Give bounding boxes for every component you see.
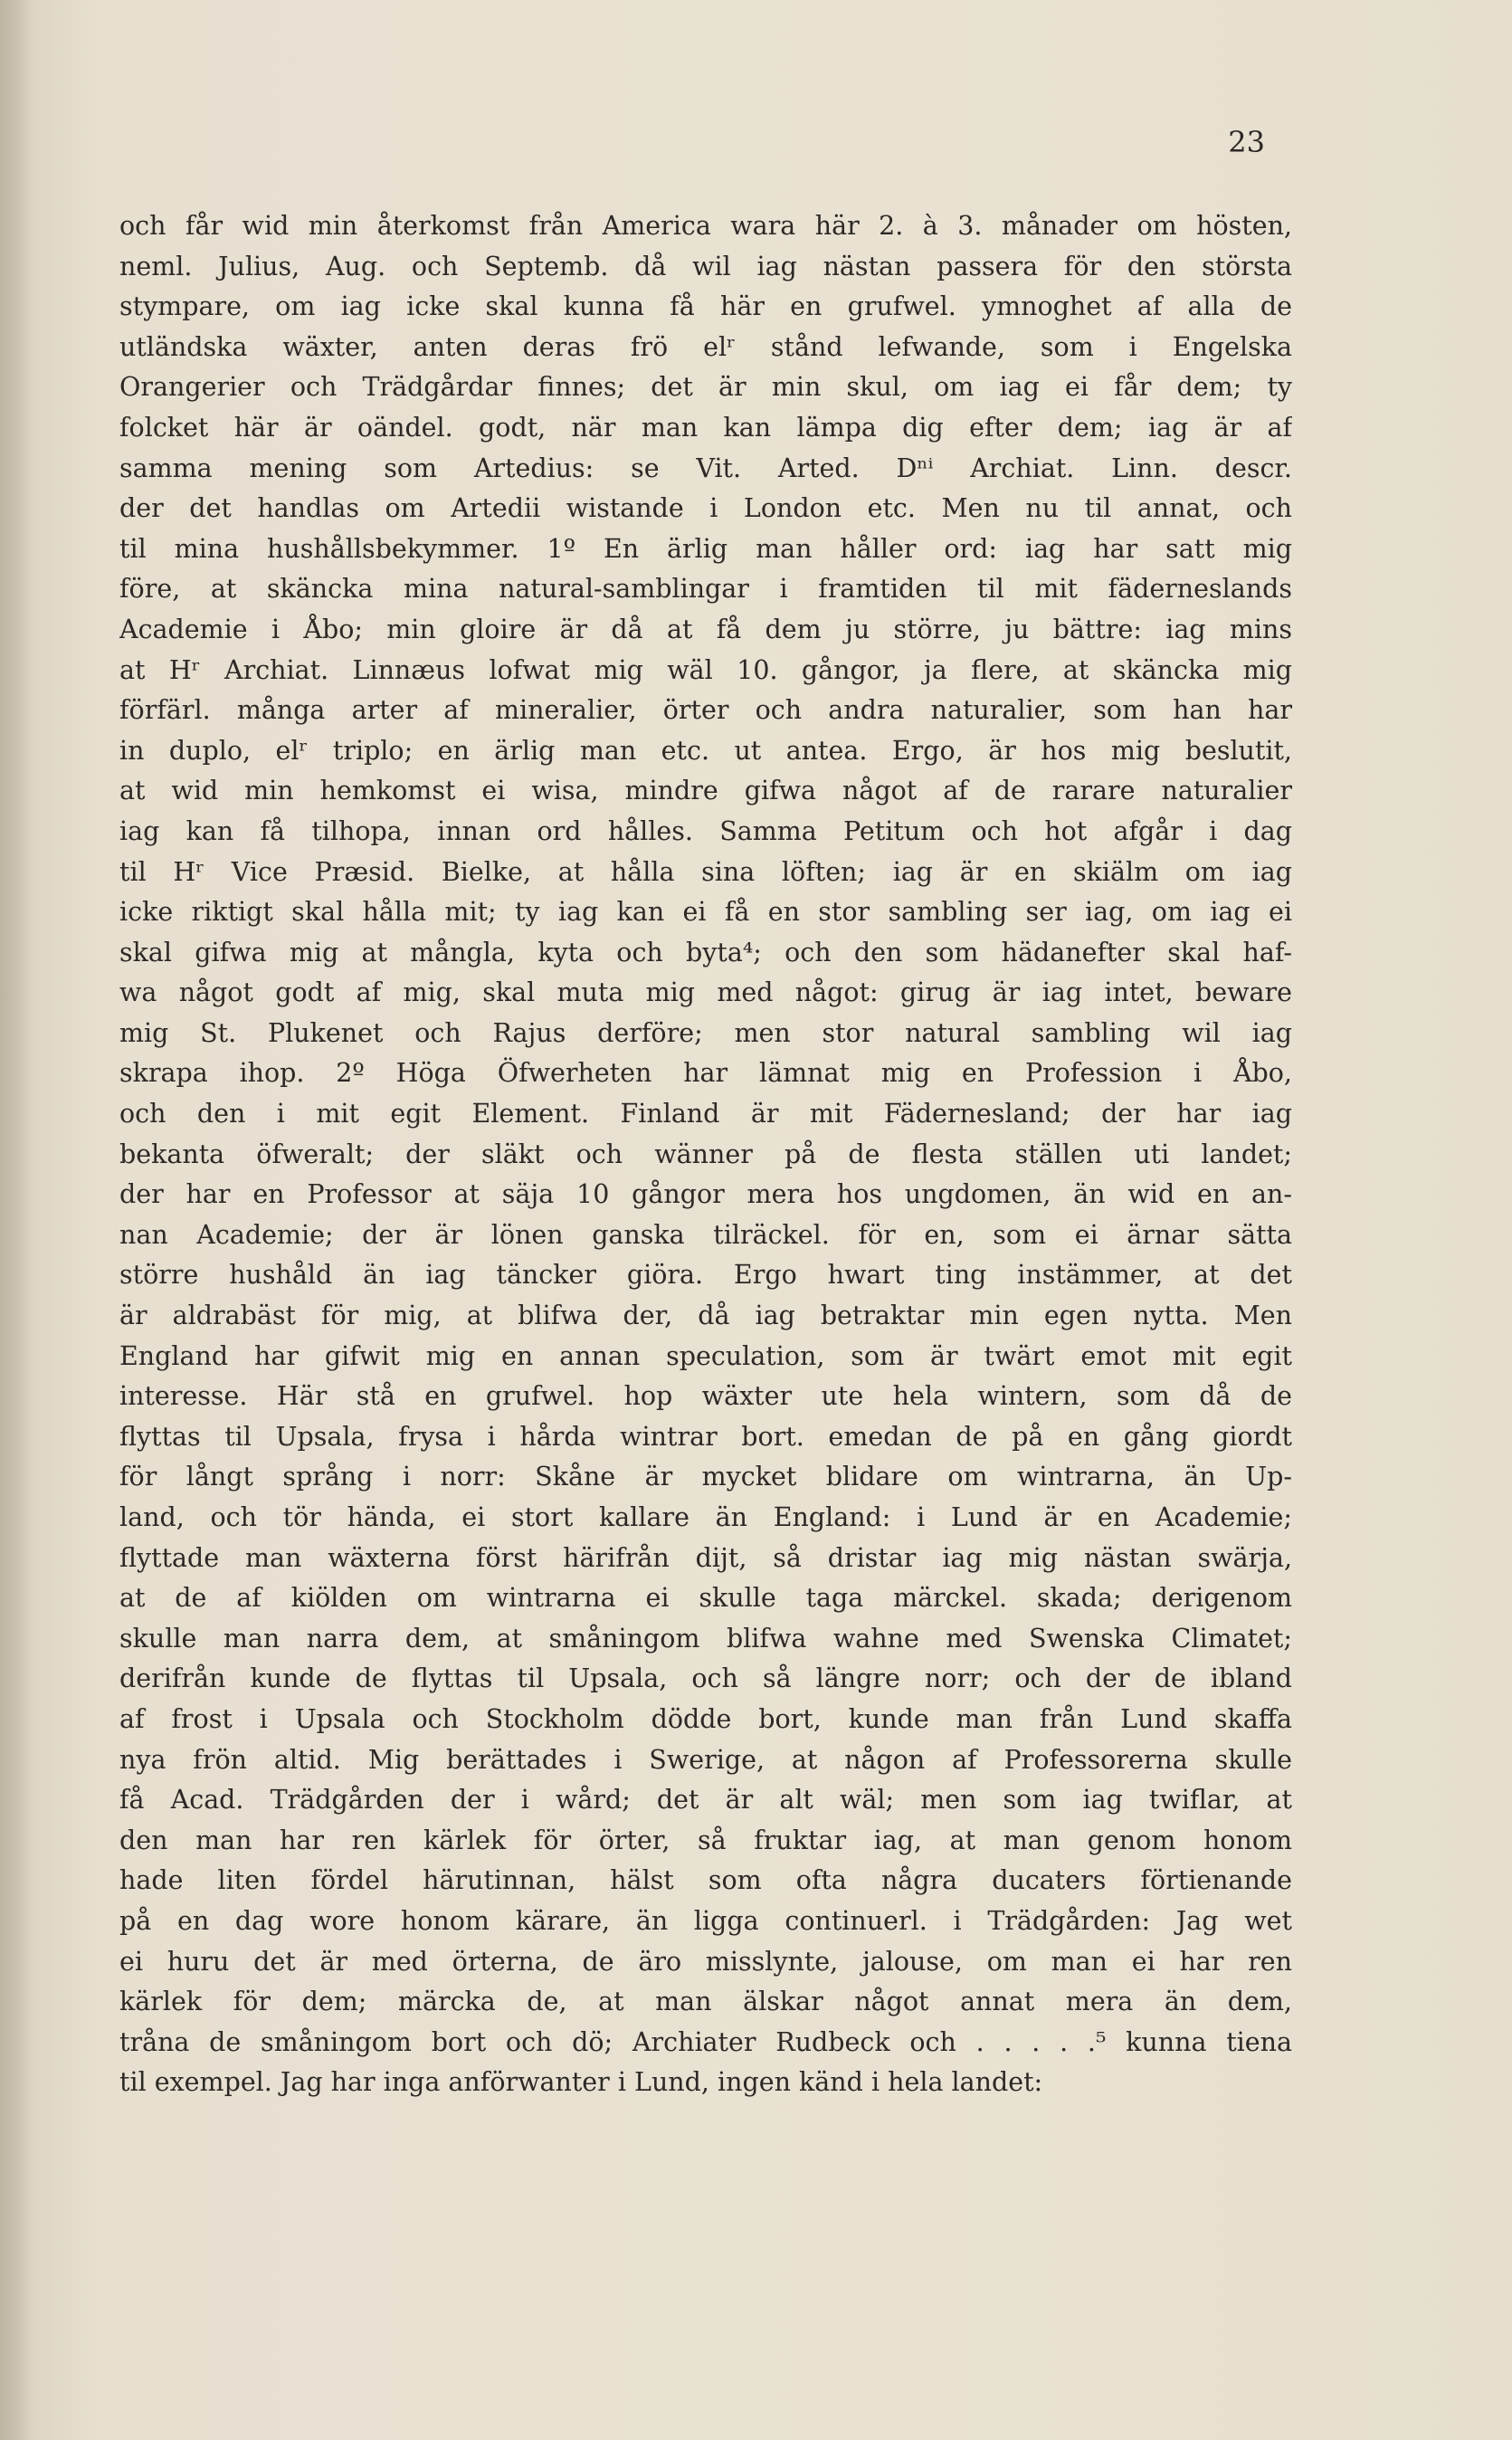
- text-line: flyttas til Upsala, frysa i hårda wintrar bort. emedan de på en gång giordt: [119, 1421, 1292, 1452]
- page-number: 23: [1228, 125, 1265, 159]
- text-line: land, och tör hända, ei stort kallare än England: i Lund är en Academie;: [119, 1502, 1292, 1532]
- text-line: nya frön altid. Mig berättades i Swerige, at någon af Professorerna skulle: [119, 1744, 1292, 1775]
- text-line: af frost i Upsala och Stockholm dödde bort, kunde man från Lund skaffa: [119, 1703, 1292, 1734]
- text-line: der har en Professor at säja 10 gångor mera hos ungdomen, än wid en an-: [119, 1179, 1292, 1210]
- text-line: iag kan få tilhopa, innan ord hålles. Samma Petitum och hot afgår i dag: [119, 815, 1292, 846]
- text-line: ei huru det är med örterna, de äro misslynte, jalouse, om man ei har ren: [119, 1946, 1292, 1977]
- text-line: derifrån kunde de flyttas til Upsala, och så längre norr; och der de ibland: [119, 1663, 1292, 1694]
- text-line: folcket här är oändel. godt, när man kan lämpa dig efter dem; iag är af: [119, 412, 1292, 443]
- text-line: skal gifwa mig at mångla, kyta och byta⁴; och den som hädanefter skal haf-: [119, 937, 1292, 967]
- text-line: Academie i Åbo; min gloire är då at få dem ju större, ju bättre: iag mins: [119, 614, 1292, 644]
- text-line: skulle man narra dem, at småningom blifwa wahne med Swenska Climatet;: [119, 1623, 1292, 1654]
- text-line: stympare, om iag icke skal kunna få här en grufwel. ymnoghet af alla de: [119, 291, 1292, 322]
- text-line: kärlek för dem; märcka de, at man älskar något annat mera än dem,: [119, 1987, 1292, 2017]
- text-line: skrapa ihop. 2º Höga Öfwerheten har lämnat mig en Profession i Åbo,: [119, 1058, 1292, 1089]
- text-line: at Hʳ Archiat. Linnæus lofwat mig wäl 10. gångor, ja flere, at skäncka mig: [119, 654, 1292, 685]
- text-line: före, at skäncka mina natural-samblingar i framtiden til mit fäderneslands: [119, 574, 1292, 605]
- binding-shadow: [0, 0, 31, 2440]
- text-line: få Acad. Trädgården der i wård; det är alt wäl; men som iag twiflar, at: [119, 1785, 1292, 1816]
- text-line: samma mening som Artedius: se Vit. Arted. Dⁿⁱ Archiat. Linn. descr.: [119, 453, 1292, 483]
- text-line: nan Academie; der är lönen ganska tilräckel. för en, som ei ärnar sätta: [119, 1219, 1292, 1250]
- text-line: icke riktigt skal hålla mit; ty iag kan ei få en stor sambling ser iag, om iag ei: [119, 897, 1292, 928]
- text-line: til mina hushållsbekymmer. 1º En ärlig man håller ord: iag har satt mig: [119, 533, 1292, 564]
- text-line: Orangerier och Trädgårdar finnes; det är min skul, om iag ei får dem; ty: [119, 372, 1292, 403]
- text-line: flyttade man wäxterna först härifrån dijt, så dristar iag mig nästan swärja,: [119, 1542, 1292, 1573]
- text-line: tråna de småningom bort och dö; Archiater Rudbeck och . . . . .⁵ kunna tiena: [119, 2026, 1292, 2057]
- text-line: utländska wäxter, anten deras frö elʳ stånd lefwande, som i Engelska: [119, 331, 1292, 362]
- text-line: på en dag wore honom kärare, än ligga continuerl. i Trädgården: Jag wet: [119, 1905, 1292, 1936]
- text-line: bekanta öfweralt; der släkt och wänner på de flesta ställen uti landet;: [119, 1139, 1292, 1169]
- text-line: hade liten fördel härutinnan, hälst som ofta några ducaters förtienande: [119, 1865, 1292, 1896]
- text-line: in duplo, elʳ triplo; en ärlig man etc. ut antea. Ergo, är hos mig beslutit,: [119, 735, 1292, 766]
- text-line: at wid min hemkomst ei wisa, mindre gifwa något af de rarare naturalier: [119, 776, 1292, 806]
- text-line: mig St. Plukenet och Rajus derföre; men stor natural sambling wil iag: [119, 1017, 1292, 1048]
- text-line: neml. Julius, Aug. och Septemb. då wil iag nästan passera för den största: [119, 251, 1292, 281]
- text-line: interesse. Här stå en grufwel. hop wäxter ute hela wintern, som då de: [119, 1381, 1292, 1412]
- text-line: England har gifwit mig en annan speculation, som är twärt emot mit egit: [119, 1340, 1292, 1371]
- text-line: förfärl. många arter af mineralier, örter och andra naturalier, som han har: [119, 695, 1292, 726]
- text-line: större hushåld än iag täncker giöra. Ergo hwart ting instämmer, at det: [119, 1260, 1292, 1291]
- text-line: at de af kiölden om wintrarna ei skulle taga märckel. skada; derigenom: [119, 1583, 1292, 1614]
- text-line: för långt språng i norr: Skåne är mycket blidare om wintrarna, än Up-: [119, 1462, 1292, 1492]
- text-line: til Hʳ Vice Præsid. Bielke, at hålla sina löften; iag är en skiälm om iag: [119, 856, 1292, 887]
- text-line: och den i mit egit Element. Finland är mit Fädernesland; der har iag: [119, 1099, 1292, 1129]
- text-line: der det handlas om Artedii wistande i London etc. Men nu til annat, och: [119, 493, 1292, 524]
- text-line: den man har ren kärlek för örter, så fruktar iag, at man genom honom: [119, 1825, 1292, 1855]
- text-line: til exempel. Jag har inga anförwanter i Lund, ingen känd i hela landet:: [119, 2067, 1043, 2098]
- text-line: är aldrabäst för mig, at blifwa der, då iag betraktar min egen nytta. Men: [119, 1301, 1292, 1331]
- body-text: [119, 206, 1292, 2103]
- text-line: wa något godt af mig, skal muta mig med något: girug är iag intet, beware: [119, 977, 1292, 1008]
- text-line: och får wid min återkomst från America wara här 2. à 3. månader om hösten,: [119, 211, 1292, 241]
